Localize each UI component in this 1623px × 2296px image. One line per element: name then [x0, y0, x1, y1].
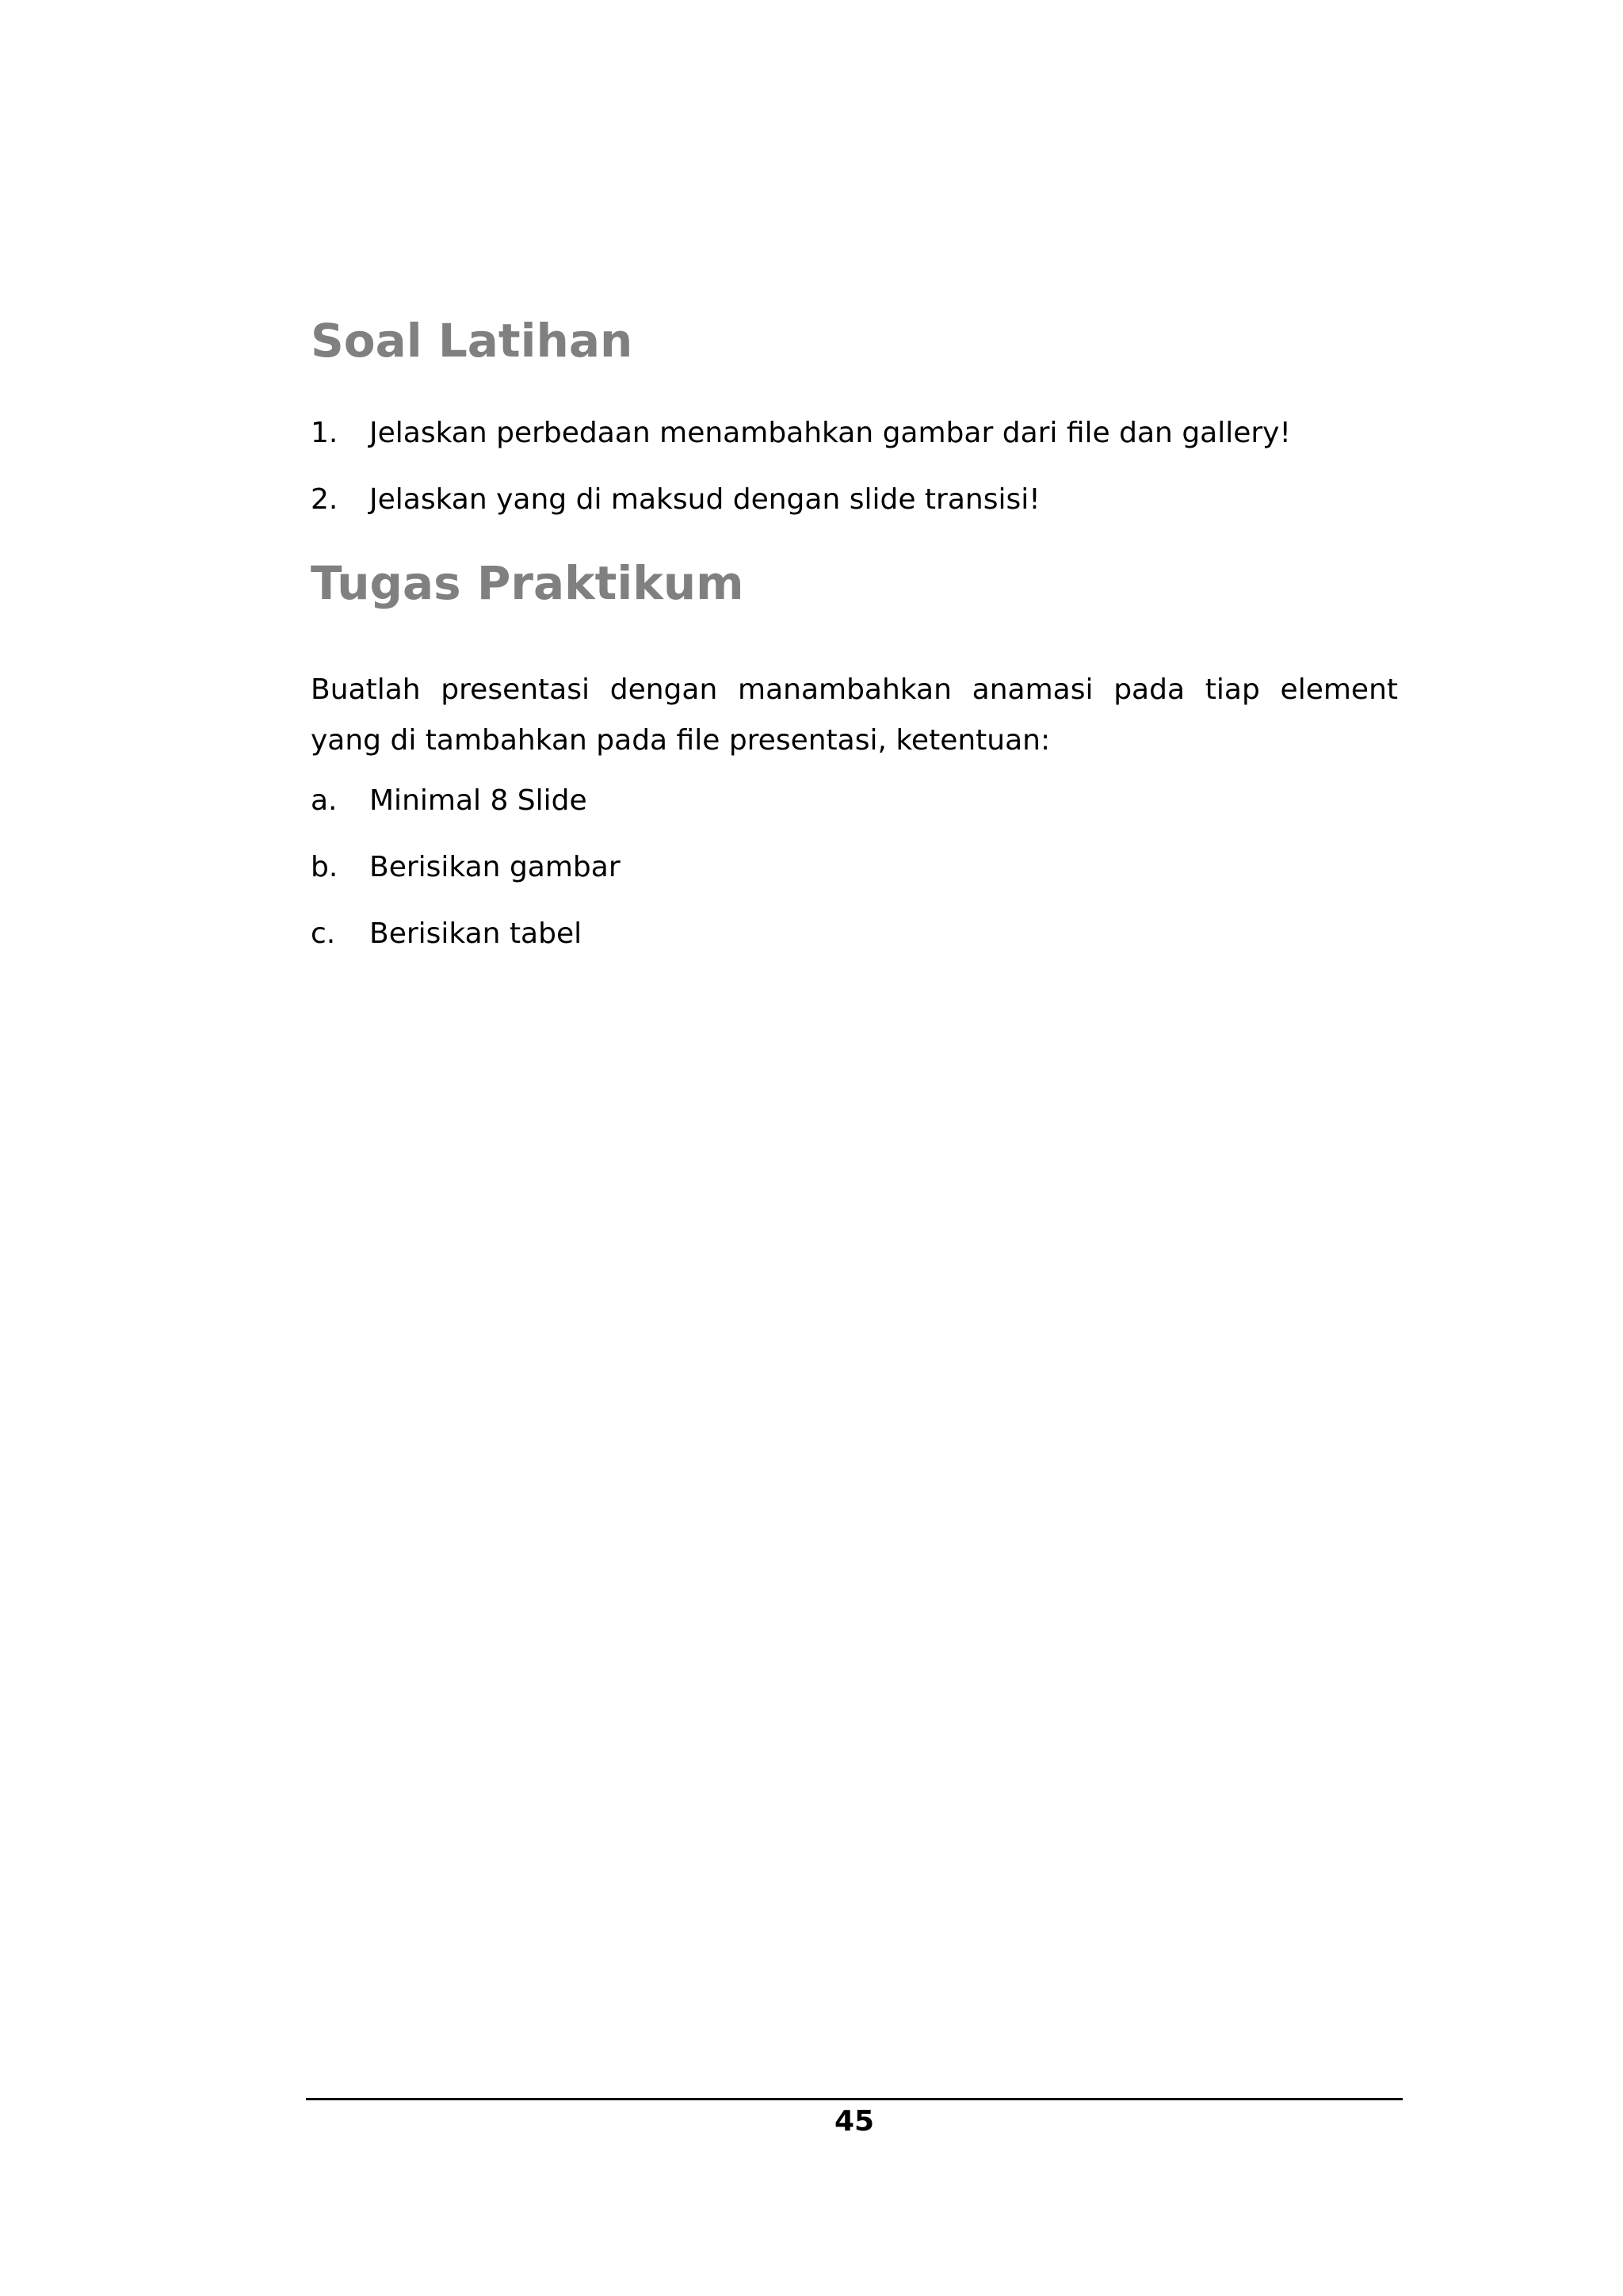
list-item-text: Berisikan gambar: [369, 851, 621, 883]
list-marker: 1.: [311, 417, 338, 449]
list-marker: 2.: [311, 483, 338, 516]
requirement-item: [311, 782, 1398, 820]
requirements-list: [311, 782, 1398, 953]
heading-soal-latihan: Soal Latihan: [311, 314, 633, 368]
requirement-item: [311, 915, 1398, 953]
page-content: [311, 305, 1398, 982]
list-item-text: Jelaskan yang di maksud dengan slide transisi!: [369, 483, 1041, 516]
exercise-item: [311, 414, 1398, 452]
list-item-text: Jelaskan perbedaan menambahkan gambar dari file dan gallery!: [369, 417, 1291, 449]
list-marker: c.: [311, 917, 336, 950]
list-item-text: Berisikan tabel: [369, 917, 582, 950]
requirement-item: [311, 849, 1398, 887]
list-marker: a.: [311, 784, 338, 817]
list-marker: b.: [311, 851, 338, 883]
heading-tugas-praktikum: Tugas Praktikum: [311, 556, 744, 610]
footer-divider: [306, 2098, 1403, 2100]
list-item-text: Minimal 8 Slide: [369, 784, 587, 817]
task-paragraph: Buatlah presentasi dengan manambahkan anamasi pada tiap element yang di tambahkan pada file presentasi, ketentuan:: [311, 673, 1398, 757]
exercise-list: [311, 414, 1398, 519]
exercise-item: [311, 481, 1398, 519]
page-number: 45: [834, 2105, 875, 2138]
